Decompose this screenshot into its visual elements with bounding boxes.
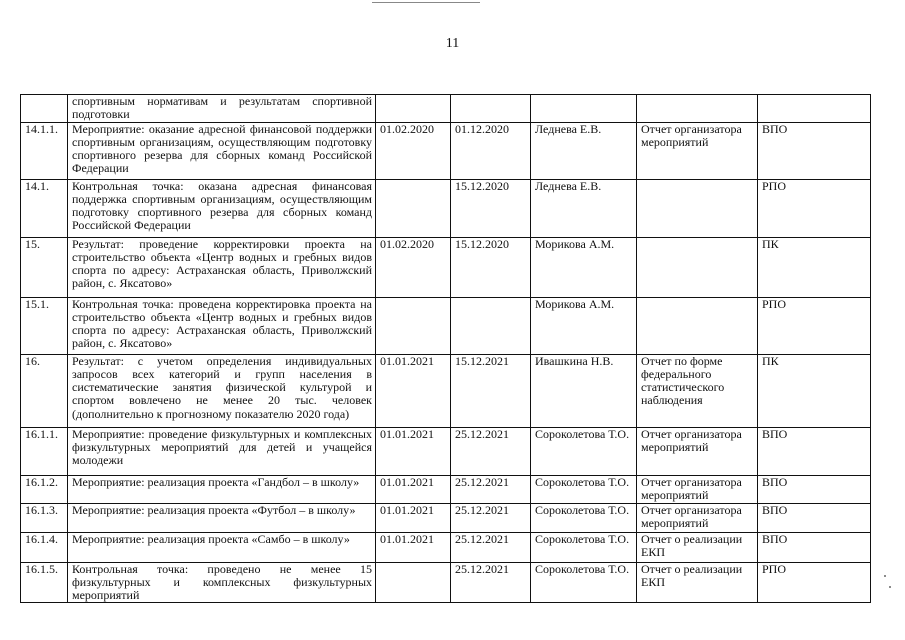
responsible-cell (531, 95, 637, 123)
document-cell (637, 95, 758, 123)
responsible-cell: Сороколетова Т.О. (531, 503, 637, 532)
description-cell: Результат: с учетом определения индивидуальных запросов всех категорий и групп населения в систематические занятия физической культурой и спортом вовлечено не менее 20 тыс. человек (дополнительно к прогнозному показателю 2020 года) (68, 354, 376, 427)
row-number-cell: 14.1. (21, 179, 68, 237)
responsible-cell: Сороколетова Т.О. (531, 532, 637, 562)
table-row (21, 354, 871, 427)
start-date-cell: 01.02.2020 (376, 237, 451, 297)
description-cell: Мероприятие: проведение физкультурных и комплексных физкультурных мероприятий для детей и учащейся молодежи (68, 427, 376, 475)
description-cell: Мероприятие: реализация проекта «Гандбол – в школу» (68, 475, 376, 503)
description-cell: Результат: проведение корректировки проекта на строительство объекта «Центр водных и гребных видов спорта по адресу: Астраханская область, Приволжский район, с. Яксатово» (68, 237, 376, 297)
control-level-cell: РПО (758, 297, 871, 354)
end-date-cell: 15.12.2021 (451, 354, 531, 427)
table-row (21, 237, 871, 297)
end-date-cell: 15.12.2020 (451, 179, 531, 237)
responsible-cell: Ивашкина Н.В. (531, 354, 637, 427)
control-level-cell: ВПО (758, 503, 871, 532)
top-rule (372, 2, 480, 3)
page-number: 11 (445, 36, 460, 51)
table-row (21, 95, 871, 123)
responsible-cell: Сороколетова Т.О. (531, 562, 637, 603)
start-date-cell (376, 297, 451, 354)
end-date-cell: 15.12.2020 (451, 237, 531, 297)
document-cell: Отчет организатора мероприятий (637, 427, 758, 475)
responsible-cell: Морикова А.М. (531, 297, 637, 354)
table-row (21, 562, 871, 603)
control-level-cell (758, 95, 871, 123)
scan-speck (884, 575, 886, 577)
row-number-cell: 16.1.1. (21, 427, 68, 475)
start-date-cell: 01.02.2020 (376, 122, 451, 179)
row-number-cell: 16.1.3. (21, 503, 68, 532)
project-plan-table (20, 94, 871, 603)
document-cell: Отчет о реализации ЕКП (637, 562, 758, 603)
table-row (21, 179, 871, 237)
start-date-cell (376, 95, 451, 123)
end-date-cell: 25.12.2021 (451, 532, 531, 562)
row-number-cell: 15.1. (21, 297, 68, 354)
scan-speck (889, 586, 891, 588)
description-cell: спортивным нормативам и результатам спортивной подготовки (68, 95, 376, 123)
document-cell (637, 179, 758, 237)
row-number-cell: 16.1.5. (21, 562, 68, 603)
end-date-cell: 01.12.2020 (451, 122, 531, 179)
start-date-cell: 01.01.2021 (376, 503, 451, 532)
start-date-cell (376, 562, 451, 603)
start-date-cell: 01.01.2021 (376, 532, 451, 562)
document-cell: Отчет организатора мероприятий (637, 475, 758, 503)
description-cell: Контрольная точка: оказана адресная финансовая поддержка спортивным организациям, осуществляющим подготовку спортивного резерва для сборных команд Российской Федерации (68, 179, 376, 237)
responsible-cell: Леднева Е.В. (531, 179, 637, 237)
end-date-cell: 25.12.2021 (451, 503, 531, 532)
control-level-cell: ВПО (758, 475, 871, 503)
document-cell: Отчет о реализации ЕКП (637, 532, 758, 562)
row-number-cell: 15. (21, 237, 68, 297)
control-level-cell: РПО (758, 562, 871, 603)
row-number-cell: 16. (21, 354, 68, 427)
table-row (21, 503, 871, 532)
control-level-cell: ВПО (758, 427, 871, 475)
row-number-cell: 16.1.4. (21, 532, 68, 562)
row-number-cell (21, 95, 68, 123)
end-date-cell (451, 297, 531, 354)
responsible-cell: Морикова А.М. (531, 237, 637, 297)
table-row (21, 122, 871, 179)
control-level-cell: ПК (758, 354, 871, 427)
document-cell: Отчет по форме федерального статистического наблюдения (637, 354, 758, 427)
row-number-cell: 16.1.2. (21, 475, 68, 503)
end-date-cell: 25.12.2021 (451, 427, 531, 475)
start-date-cell: 01.01.2021 (376, 475, 451, 503)
description-cell: Мероприятие: реализация проекта «Футбол – в школу» (68, 503, 376, 532)
table-row (21, 532, 871, 562)
control-level-cell: ВПО (758, 532, 871, 562)
control-level-cell: ПК (758, 237, 871, 297)
document-cell (637, 237, 758, 297)
description-cell: Контрольная точка: проведено не менее 15 физкультурных и комплексных физкультурных мероприятий (68, 562, 376, 603)
end-date-cell (451, 95, 531, 123)
end-date-cell: 25.12.2021 (451, 562, 531, 603)
end-date-cell: 25.12.2021 (451, 475, 531, 503)
description-cell: Мероприятие: реализация проекта «Самбо – в школу» (68, 532, 376, 562)
control-level-cell: ВПО (758, 122, 871, 179)
row-number-cell: 14.1.1. (21, 122, 68, 179)
description-cell: Контрольная точка: проведена корректировка проекта на строительство объекта «Центр водных и гребных видов спорта по адресу: Астраханская область, Приволжский район, с. Яксатово» (68, 297, 376, 354)
control-level-cell: РПО (758, 179, 871, 237)
table-row (21, 475, 871, 503)
document-cell: Отчет организатора мероприятий (637, 122, 758, 179)
document-cell: Отчет организатора мероприятий (637, 503, 758, 532)
start-date-cell: 01.01.2021 (376, 427, 451, 475)
start-date-cell (376, 179, 451, 237)
table-row (21, 427, 871, 475)
document-cell (637, 297, 758, 354)
responsible-cell: Сороколетова Т.О. (531, 475, 637, 503)
description-cell: Мероприятие: оказание адресной финансовой поддержки спортивным организациям, осуществляющим подготовку спортивного резерва для сборных команд Российской Федерации (68, 122, 376, 179)
start-date-cell: 01.01.2021 (376, 354, 451, 427)
responsible-cell: Сороколетова Т.О. (531, 427, 637, 475)
table-row (21, 297, 871, 354)
responsible-cell: Леднева Е.В. (531, 122, 637, 179)
